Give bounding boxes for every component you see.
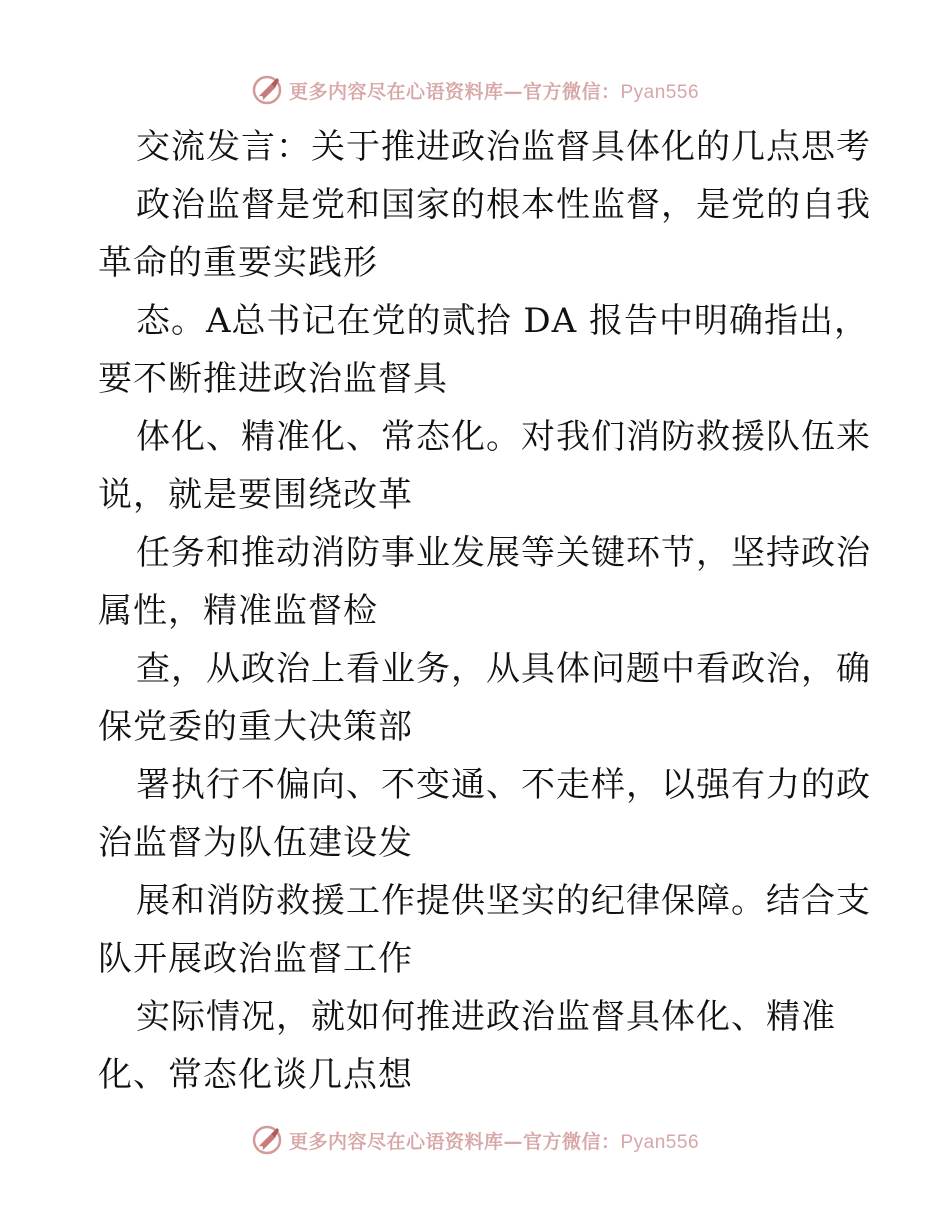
- pen-logo-icon: [251, 74, 283, 106]
- paragraph-line: 化、常态化谈几点想: [98, 1055, 413, 1095]
- paragraph-line: 态。A总书记在党的贰拾 DA 报告中明确指出，: [136, 301, 869, 341]
- document-title: 交流发言：关于推进政治监督具体化的几点思考: [136, 127, 871, 167]
- document-body: [98, 118, 871, 1104]
- paragraph-line: 署执行不偏向、不变通、不走样，以强有力的政: [136, 765, 871, 805]
- paragraph-line: 实际情况，就如何推进政治监督具体化、精准: [136, 997, 836, 1037]
- paragraph-line: 政治监督是党和国家的根本性监督，是党的自我: [136, 185, 871, 225]
- paragraph-line: 体化、精准化、常态化。对我们消防救援队伍来: [136, 417, 871, 457]
- paragraph-line: 革命的重要实践形: [98, 243, 378, 283]
- header-watermark: [0, 70, 950, 110]
- paragraph-line: 保党委的重大决策部: [98, 707, 413, 747]
- paragraph-line: 队开展政治监督工作: [98, 939, 413, 979]
- paragraph-line: 说，就是要围绕改革: [98, 475, 413, 515]
- watermark-text: 更多内容尽在心语资料库—官方微信：Pyan556: [288, 1130, 700, 1153]
- paragraph-line: 任务和推动消防事业发展等关键环节，坚持政治: [136, 533, 871, 573]
- paragraph-line: 展和消防救援工作提供坚实的纪律保障。结合支: [136, 881, 871, 921]
- paragraph-line: 治监督为队伍建设发: [98, 823, 413, 863]
- watermark-text: 更多内容尽在心语资料库—官方微信：Pyan556: [288, 80, 700, 103]
- paragraph-line: 属性，精准监督检: [98, 591, 378, 631]
- paragraph-line: 要不断推进政治监督具: [98, 359, 448, 399]
- footer-watermark: [0, 1120, 950, 1160]
- pen-logo-icon: [251, 1124, 283, 1156]
- paragraph-line: 查，从政治上看业务，从具体问题中看政治，确: [136, 649, 871, 689]
